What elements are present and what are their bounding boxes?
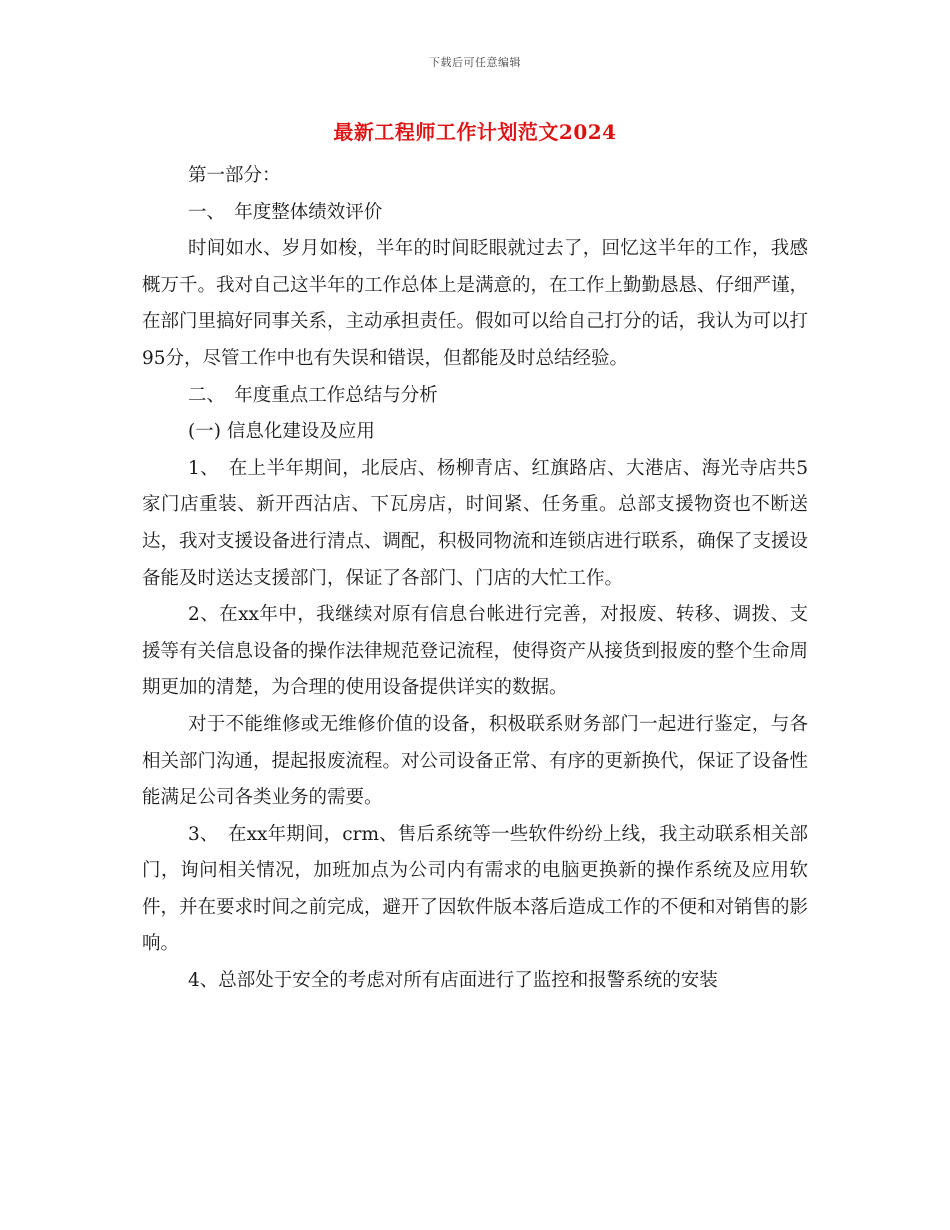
paragraph: 3、 在xx年期间，crm、售后系统等一些软件纷纷上线，我主动联系相关部门，询问相关情况，加班加点为公司内有需求的电脑更换新的操作系统及应用软件，并在要求时间之前完成，避开了因软件版本落后造成工作的不便和对销售的影响。	[142, 823, 809, 955]
header-note: 下载后可任意编辑	[429, 56, 521, 69]
paragraph: 1、 在上半年期间，北辰店、杨柳青店、红旗路店、大港店、海光寺店共5家门店重装、新开西沽店、下瓦房店，时间紧、任务重。总部支援物资也不断送达，我对支援设备进行清点、调配，积极同物流和连锁店进行联系，确保了支援设备能及时送达支援部门，保证了各部门、门店的大忙工作。	[142, 457, 809, 589]
document-title: 最新工程师工作计划范文2024	[333, 120, 617, 144]
paragraph: 时间如水、岁月如梭，半年的时间眨眼就过去了，回忆这半年的工作，我感概万千。我对自己这半年的工作总体上是满意的，在工作上勤勤恳恳、仔细严谨，在部门里搞好同事关系，主动承担责任。假如可以给自己打分的话，我认为可以打95分，尽管工作中也有失误和错误，但都能及时总结经验。	[142, 238, 809, 369]
paragraph: 4、总部处于安全的考虑对所有店面进行了监控和报警系统的安装	[188, 970, 718, 992]
paragraph: 对于不能维修或无维修价值的设备，积极联系财务部门一起进行鉴定，与各相关部门沟通，提起报废流程。对公司设备正常、有序的更新换代，保证了设备性能满足公司各类业务的需要。	[142, 713, 809, 809]
section-heading: 第一部分：	[188, 165, 281, 186]
subsection-heading: 二、 年度重点工作总结与分析	[188, 384, 438, 406]
document-body	[142, 158, 808, 1000]
subsection-heading: 一、 年度整体绩效评价	[188, 201, 383, 223]
subsection-heading: (一) 信息化建设及应用	[188, 421, 375, 443]
paragraph: 2、在xx年中，我继续对原有信息台帐进行完善，对报废、转移、调拨、支援等有关信息设备的操作法律规范登记流程，使得资产从接货到报废的整个生命周期更加的清楚，为合理的使用设备提供详实的数据。	[142, 604, 809, 699]
